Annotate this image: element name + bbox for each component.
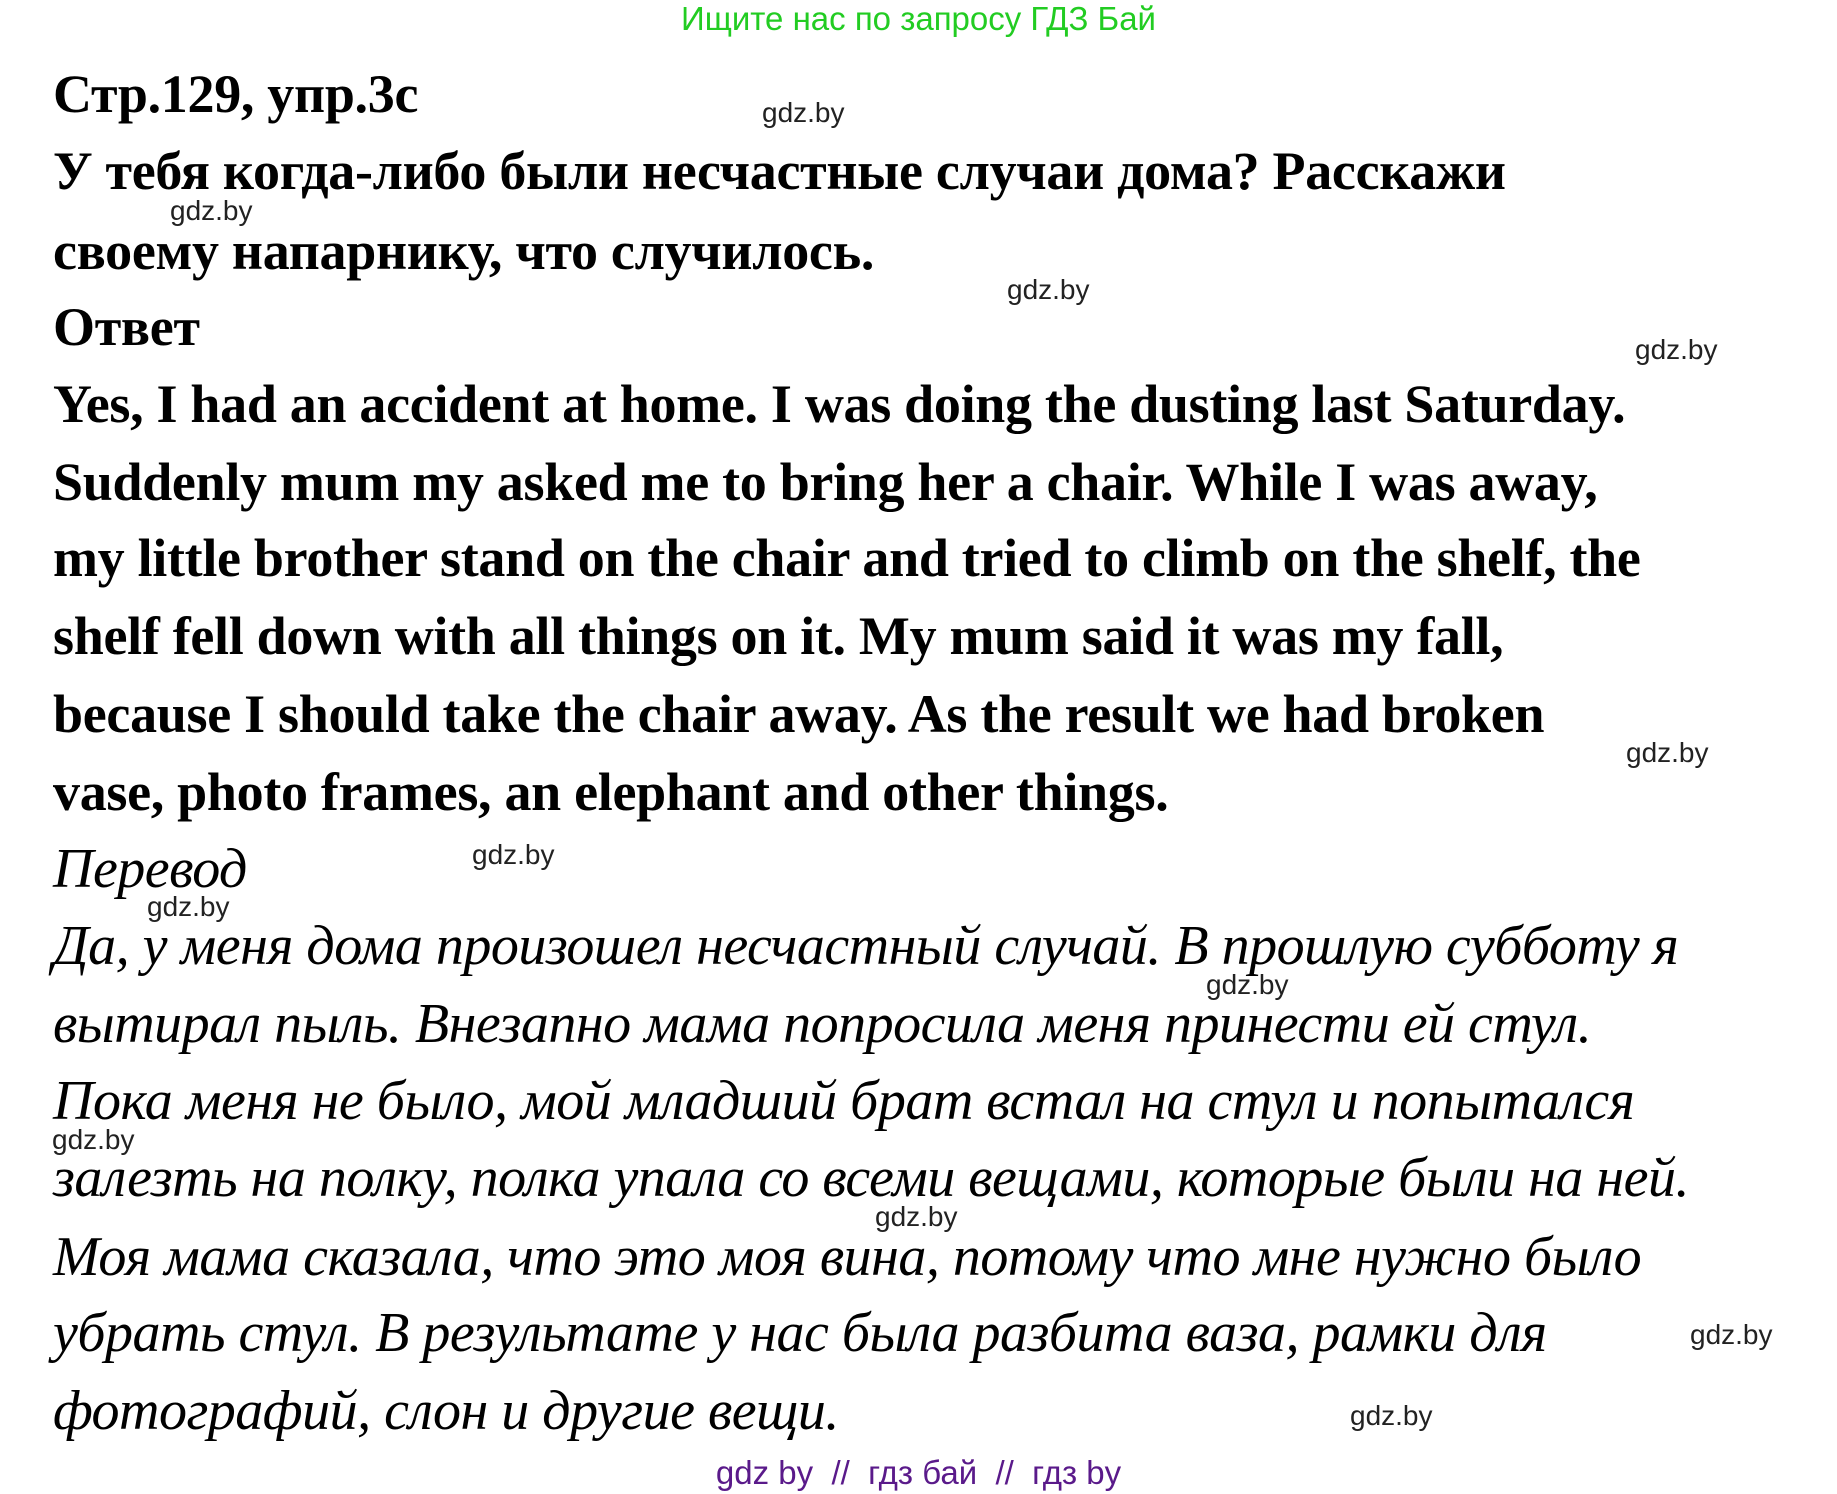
footer-links[interactable]: gdz by // гдз бай // гдз by [715, 1454, 1122, 1491]
translation-line: убрать стул. В результате у нас была разбита ваза, рамки для [53, 1302, 1547, 1364]
watermark: gdz.by [875, 1201, 958, 1232]
watermark: gdz.by [1635, 334, 1718, 365]
translation-line: вытирал пыль. Внезапно мама попросила меня принести ей стул. [53, 993, 1592, 1055]
answer-label: Ответ [53, 297, 200, 357]
watermark: gdz.by [52, 1124, 135, 1155]
answer-line: Suddenly mum my asked me to bring her a chair. While I was away, [53, 452, 1598, 512]
translation-line: Пока меня не было, мой младший брат встал на стул и попытался [53, 1070, 1635, 1132]
watermark: gdz.by [1007, 274, 1090, 305]
translation-line: Моя мама сказала, что это моя вина, потому что мне нужно было [53, 1226, 1642, 1288]
translation-line: фотографий, слон и другие вещи. [53, 1380, 839, 1442]
watermark: gdz.by [1350, 1400, 1433, 1431]
watermark: gdz.by [1626, 737, 1709, 768]
question-line: У тебя когда-либо были несчастные случаи дома? Расскажи [53, 141, 1506, 201]
answer-line: my little brother stand on the chair and tried to climb on the shelf, the [53, 528, 1641, 588]
page-title: Стр.129, упр.3c [53, 64, 419, 124]
question-line: своему напарнику, что случилось. [53, 221, 875, 281]
watermark: gdz.by [472, 839, 555, 870]
watermark: gdz.by [170, 195, 253, 226]
watermark: gdz.by [147, 891, 230, 922]
translation-line: Да, у меня дома произошел несчастный случай. В прошлую субботу я [53, 915, 1679, 977]
answer-line: because I should take the chair away. As the result we had broken [53, 684, 1545, 744]
watermark: gdz.by [762, 97, 845, 128]
promo-header[interactable]: Ищите нас по запросу ГДЗ Бай [681, 0, 1156, 37]
translation-line: залезть на полку, полка упала со всеми вещами, которые были на ней. [53, 1147, 1690, 1209]
watermark: gdz.by [1206, 969, 1289, 1000]
watermark: gdz.by [1690, 1319, 1773, 1350]
answer-line: Yes, I had an accident at home. I was doing the dusting last Saturday. [53, 374, 1626, 434]
translation-label: Перевод [53, 838, 247, 900]
answer-line: vase, photo frames, an elephant and other things. [53, 762, 1169, 822]
answer-line: shelf fell down with all things on it. My mum said it was my fall, [53, 606, 1504, 666]
